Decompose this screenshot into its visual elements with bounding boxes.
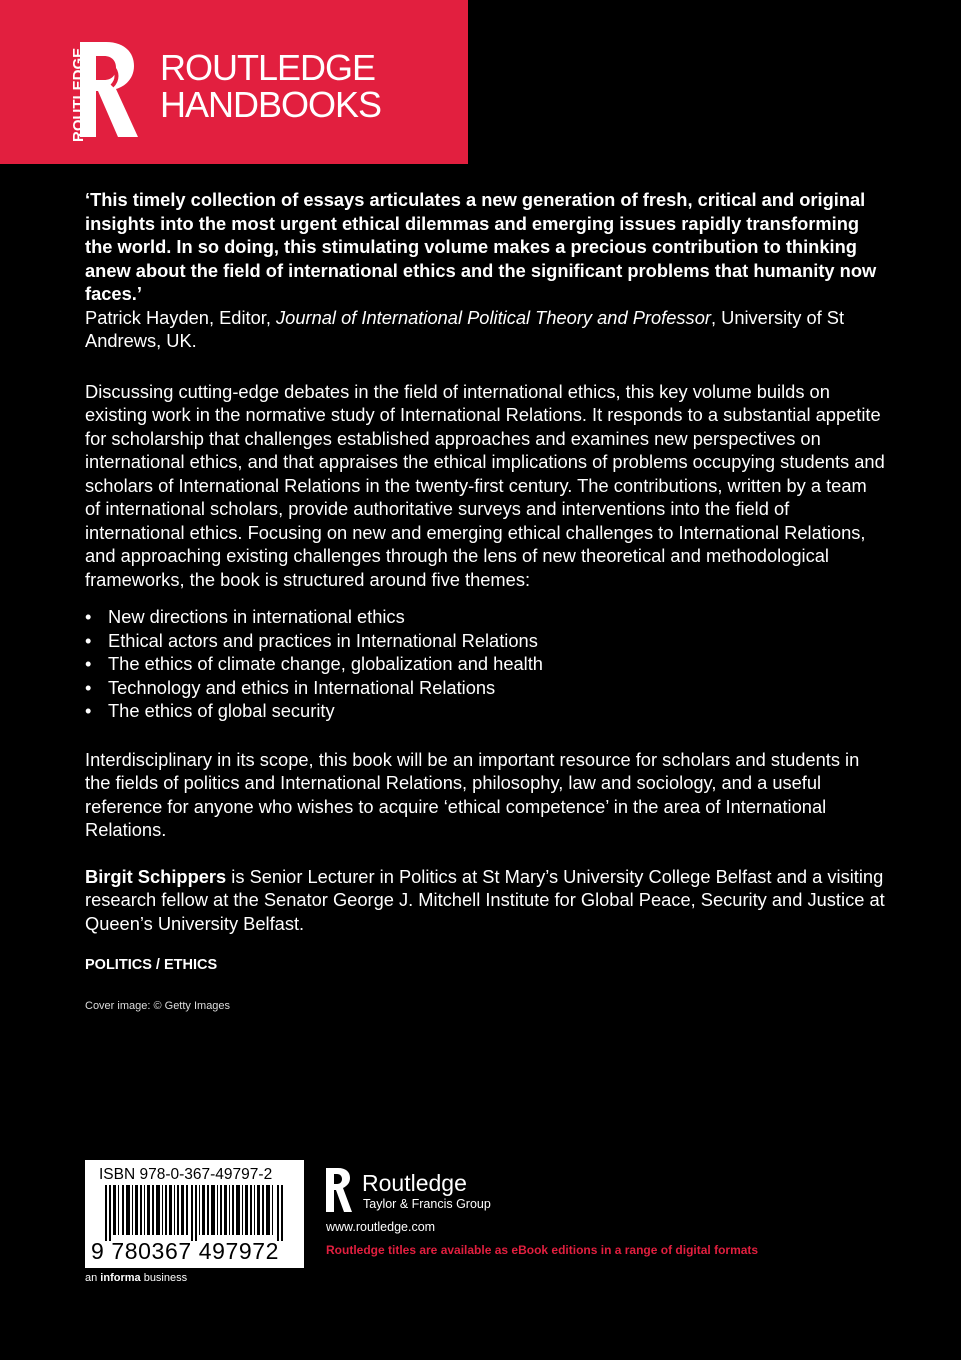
list-item: • The ethics of climate change, globalization and health bbox=[85, 653, 543, 674]
bullet: • bbox=[85, 629, 92, 651]
informa-tagline: an informa business bbox=[85, 1272, 188, 1284]
isbn-barcode bbox=[85, 1160, 304, 1268]
endorser-name: Patrick Hayden, Editor, bbox=[85, 306, 277, 328]
themes-list bbox=[85, 605, 885, 723]
vertical-logo-text: ROUTLEDGE bbox=[70, 47, 87, 142]
endorsement-quote: ‘This timely collection of essays articulates a new generation of fresh, critical and original insights into the most urgent ethical dilemmas and emerging issues rapidly transforming the world. In so doing, this stimulating volume makes a precious contribution to thinking anew about the field of international ethics and the significant problems that humanity now faces.’ bbox=[85, 189, 877, 304]
subject-category: POLITICS / ETHICS bbox=[85, 957, 218, 973]
author-name: Birgit Schippers bbox=[85, 865, 227, 887]
cover-credit: Cover image: © Getty Images bbox=[85, 1000, 231, 1012]
barcode-icon bbox=[95, 1185, 295, 1241]
list-item: • New directions in international ethics bbox=[85, 606, 405, 627]
endorser-journal: Journal of International Political Theory and Professor bbox=[276, 306, 711, 328]
author-bio bbox=[85, 865, 885, 936]
list-item: • The ethics of global security bbox=[85, 700, 335, 721]
scope-paragraph: Interdisciplinary in its scope, this book will be an important resource for scholars and students in the fields of politics and International Relations, philosophy, law and sociology, and a useful reference for anyone who wishes to acquire ‘ethical competence’ in the area of International Relations. bbox=[85, 748, 860, 840]
brand-title-line2: HANDBOOKS bbox=[160, 84, 382, 125]
endorser-affiliation: , University of St Andrews, UK. bbox=[85, 306, 845, 351]
list-item: • Technology and ethics in International Relations bbox=[85, 676, 496, 698]
bullet: • bbox=[85, 653, 92, 674]
isbn-text: ISBN 978-0-367-49797-2 bbox=[99, 1166, 273, 1183]
endorsement-attribution bbox=[85, 306, 885, 353]
barcode-digits: 9 780367 497972 bbox=[91, 1238, 280, 1264]
routledge-small-logo-icon bbox=[324, 1166, 354, 1214]
back-cover-text bbox=[85, 188, 885, 1012]
publisher-group: Taylor & Francis Group bbox=[363, 1197, 491, 1211]
ebook-note: Routledge titles are available as eBook editions in a range of digital formats bbox=[326, 1243, 759, 1257]
brand-banner bbox=[0, 0, 468, 164]
publisher-url[interactable]: www.routledge.com bbox=[326, 1220, 436, 1234]
brand-title-line1: ROUTLEDGE bbox=[160, 47, 376, 88]
bullet: • bbox=[85, 606, 92, 627]
list-item: • Ethical actors and practices in International Relations bbox=[85, 629, 538, 651]
book-description: Discussing cutting-edge debates in the field of international ethics, this key volume builds on existing work in the normative study of International Relations. It responds to a substantial appetite for scholarship that challenges established approaches and examines new perspectives on international ethics, and that appraises the ethical implications of problems occupying students and scholars of International Relations in the twenty-first century. The contributions, written by a team of international scholars, provide authoritative surveys and interventions into the field of international ethics. Focusing on new and emerging ethical challenges to International Relations, and approaching existing challenges through the lens of new theoretical and methodological frameworks, the book is structured around five themes: bbox=[85, 380, 885, 590]
publisher-name: Routledge bbox=[362, 1170, 467, 1196]
author-bio-text: is Senior Lecturer in Politics at St Mary’s University College Belfast and a visiting research fellow at the Senator George J. Mitchell Institute for Global Peace, Security and Justice at Queen’s University Belfast. bbox=[85, 865, 885, 934]
bullet: • bbox=[85, 700, 92, 721]
bullet: • bbox=[85, 676, 92, 698]
